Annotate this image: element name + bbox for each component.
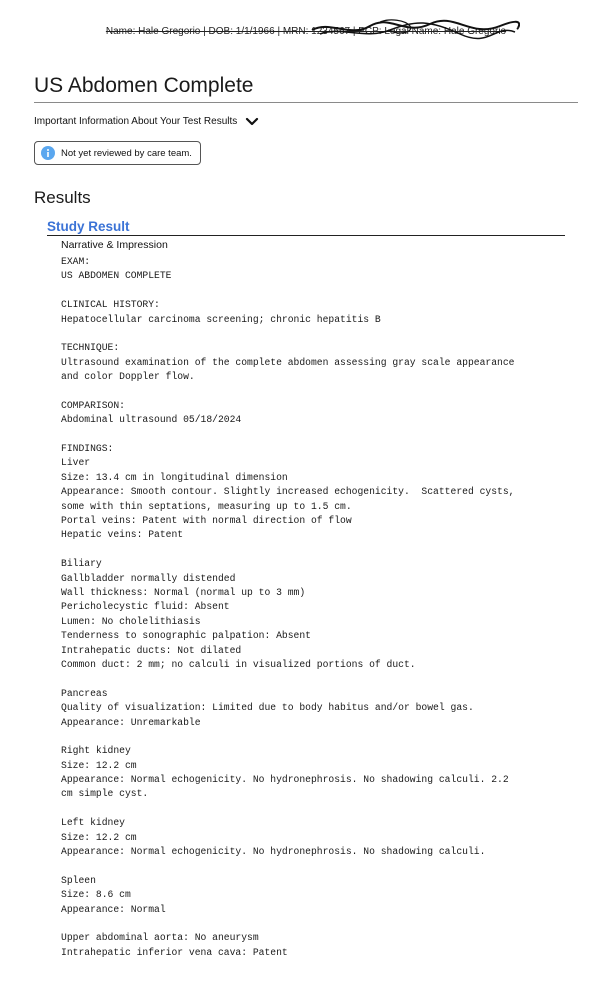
report-line [61,802,601,816]
review-status-text: Not yet reviewed by care team. [61,147,192,159]
review-status-badge [34,141,201,165]
report-line [61,917,601,931]
report-line: Biliary [61,558,102,570]
results-heading: Results [34,188,91,207]
report-line: Intrahepatic ducts: Not dilated [61,644,242,656]
report-line: Wall thickness: Normal (normal up to 3 mm) [61,586,306,598]
page-title: US Abdomen Complete [34,74,254,97]
report-line: Hepatic veins: Patent [61,529,184,541]
report-line: EXAM: [61,256,91,267]
report-line: FINDINGS: [61,443,114,455]
narrative-impression-label: Narrative & Impression [61,239,168,251]
report-line: some with thin septations, measuring up to 1.5 cm. [61,500,352,512]
report-line: Right kidney [61,745,131,757]
info-icon [41,146,55,160]
report-line: Liver [61,457,91,469]
report-line: cm simple cyst. [61,788,149,800]
report-line: Size: 12.2 cm [61,759,137,771]
patient-identifier-line: Name: Hale Gregorio | DOB: 1/1/1966 | MRN: 1234567 | PCP: Legal Name: Hale Gregorio [105,26,507,37]
report-line [61,672,601,686]
title-divider [34,102,578,103]
report-line: Size: 13.4 cm in longitudinal dimension [61,471,288,483]
report-line [61,385,601,399]
report-line: Hepatocellular carcinoma screening; chronic hepatitis B [61,313,381,325]
report-line: Size: 12.2 cm [61,831,137,843]
report-line: Abdominal ultrasound 05/18/2024 [61,414,242,426]
important-info-label: Important Information About Your Test Results [34,116,238,127]
important-info-toggle[interactable] [34,116,259,127]
report-line: Intrahepatic inferior vena cava: Patent [61,946,288,958]
report-line: Pancreas [61,687,108,699]
report-line: Spleen [61,874,96,886]
report-line: Appearance: Unremarkable [61,716,201,728]
report-line: Tenderness to sonographic palpation: Absent [61,630,311,642]
report-line: Portal veins: Patent with normal direction of flow [61,515,352,527]
report-line [61,543,601,557]
chevron-down-icon [245,117,259,127]
report-line: COMPARISON: [61,399,125,411]
report-line: US ABDOMEN COMPLETE [61,270,172,282]
report-line: CLINICAL HISTORY: [61,299,160,311]
study-result-divider [47,235,565,236]
report-line: Gallbladder normally distended [61,572,236,584]
study-result-title: Study Result [47,219,130,234]
report-line: Appearance: Normal echogenicity. No hydronephrosis. No shadowing calculi. [61,846,486,858]
report-line: and color Doppler flow. [61,371,195,383]
report-line [61,730,601,744]
report-line: Left kidney [61,817,125,829]
report-line [61,859,601,873]
report-line [61,428,601,442]
report-line [61,327,601,341]
report-line: Lumen: No cholelithiasis [61,615,201,627]
report-line: Appearance: Smooth contour. Slightly increased echogenicity. Scattered cysts, [61,486,515,498]
report-line: TECHNIQUE: [61,342,120,354]
report-line: Upper abdominal aorta: No aneurysm [61,932,259,944]
patient-header [0,26,612,37]
report-narrative [61,255,601,960]
report-line: Ultrasound examination of the complete abdomen assessing gray scale appearance [61,356,515,368]
report-line [61,284,601,298]
report-line: Appearance: Normal echogenicity. No hydronephrosis. No shadowing calculi. 2.2 [61,774,509,786]
redaction-scribble [310,16,520,44]
report-line: Quality of visualization: Limited due to body habitus and/or bowel gas. [61,702,474,714]
report-line: Size: 8.6 cm [61,889,131,901]
report-line: Appearance: Normal [61,903,166,915]
report-line: Pericholecystic fluid: Absent [61,601,230,613]
report-line: Common duct: 2 mm; no calculi in visualized portions of duct. [61,658,416,670]
